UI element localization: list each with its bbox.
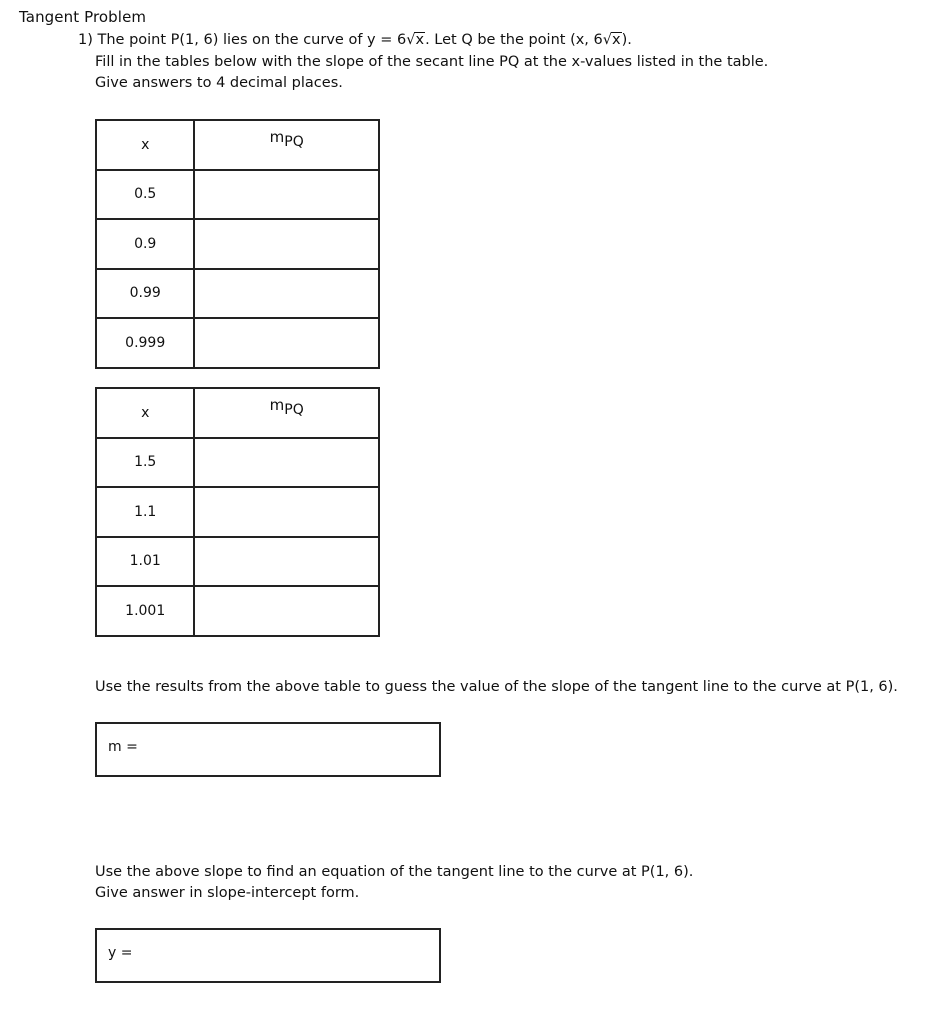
x-value-cell: 0.999 [96,318,194,368]
radical-sign-icon: √ [406,32,416,48]
slope-guess-prompt: Use the results from the above table to guess the value of the slope of the tangent line to the curve at P(1, 6). [95,679,898,695]
equation-prompt: Use the above slope to find an equation of the tangent line to the curve at P(1, 6). [95,864,694,880]
mpq-subscript: PQ [284,401,304,418]
secant-table-right [95,387,380,637]
question-precision-note: Give answers to 4 decimal places. [95,75,343,91]
slope-answer-box[interactable] [95,722,441,777]
question-text-end: ). [621,32,632,48]
secant-table-left [95,119,380,369]
x-value-cell: 1.5 [96,438,194,488]
mpq-main: m [269,127,285,146]
x-value-cell: 0.9 [96,219,194,269]
mpq-main: m [269,395,285,414]
slope-answer-cell[interactable] [194,318,379,368]
slope-answer-label: m = [108,739,138,755]
x-value-cell: 1.01 [96,537,194,587]
table-row [96,170,379,220]
x-value-cell: 0.5 [96,170,194,220]
mpq-column-header [194,388,379,438]
table-row [96,438,379,488]
table-row [96,269,379,319]
radicand-x: x [415,32,425,48]
slope-answer-cell[interactable] [194,586,379,636]
radical-sign-icon: √ [602,32,613,48]
table-header-row [96,120,379,170]
equation-answer-label: y = [108,945,133,961]
slope-answer-cell[interactable] [194,537,379,587]
slope-answer-cell[interactable] [194,219,379,269]
question-text-start: 1) The point P(1, 6) lies on the curve of y = 6 [78,32,407,48]
page-title: Tangent Problem [19,8,147,26]
slope-answer-cell[interactable] [194,170,379,220]
table-row [96,318,379,368]
table-row [96,219,379,269]
x-value-cell: 0.99 [96,269,194,319]
x-column-header: x [96,120,194,170]
x-value-cell: 1.1 [96,487,194,537]
table-header-row [96,388,379,438]
x-column-header: x [96,388,194,438]
mpq-subscript: PQ [284,133,304,150]
table-row [96,487,379,537]
equation-answer-box[interactable] [95,928,441,983]
equation-form-note: Give answer in slope-intercept form. [95,885,360,901]
slope-answer-cell[interactable] [194,487,379,537]
table-row [96,537,379,587]
mpq-column-header [194,120,379,170]
table-row [96,586,379,636]
question-instruction: Fill in the tables below with the slope of the secant line PQ at the x-values listed in the table. [95,54,769,70]
question-statement [78,32,632,48]
slope-answer-cell[interactable] [194,438,379,488]
x-value-cell: 1.001 [96,586,194,636]
radicand-x: x [612,32,621,48]
question-text-middle: . Let Q be the point (x, 6 [425,32,603,48]
slope-answer-cell[interactable] [194,269,379,319]
